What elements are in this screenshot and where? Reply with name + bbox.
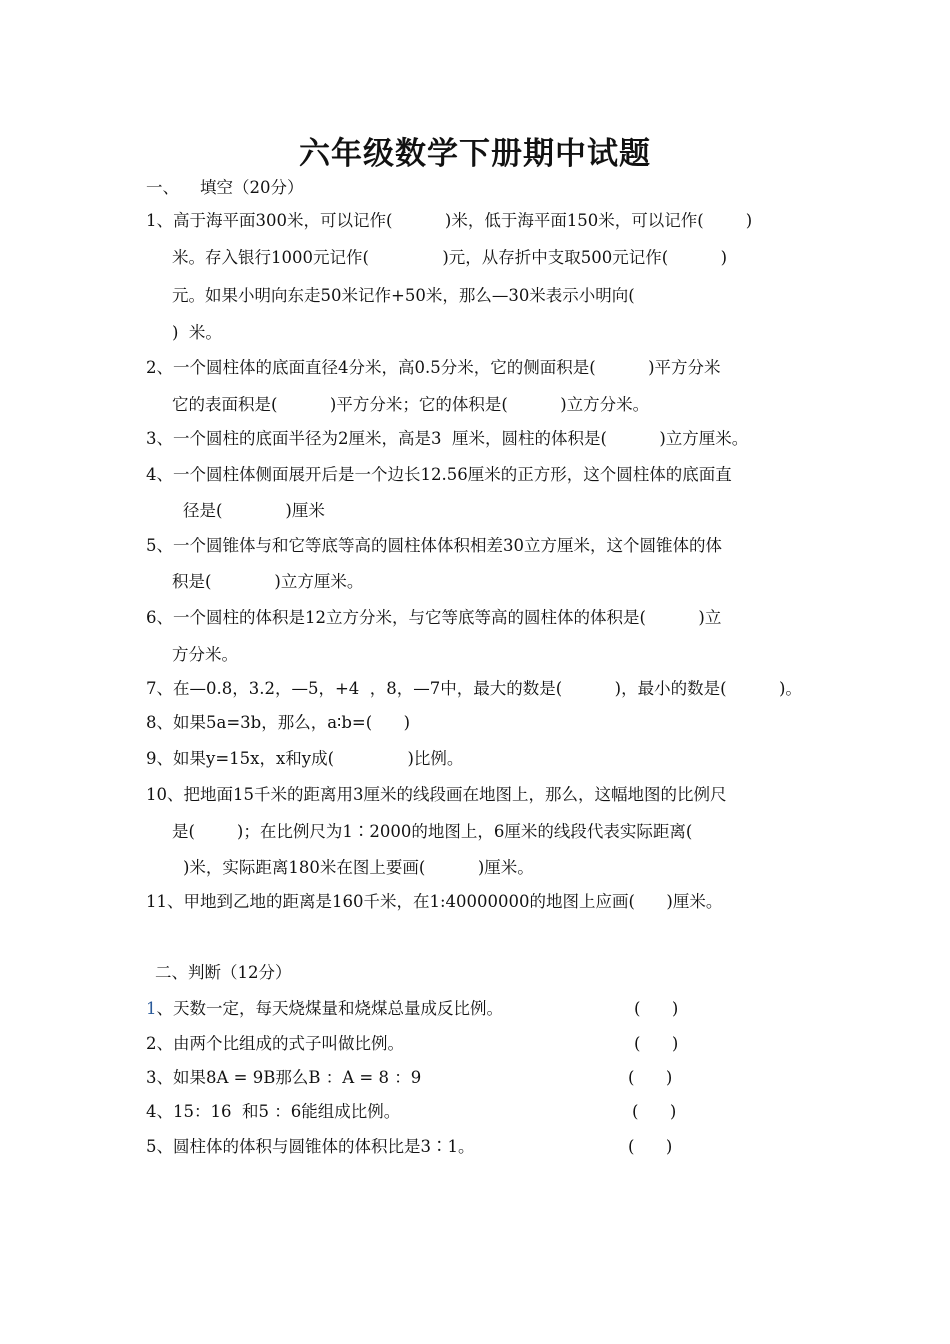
question-line: 方分米。: [172, 645, 238, 664]
question-line: 9、如果y=15x，x和y成( )比例。: [146, 749, 464, 768]
question-line: 2、一个圆柱体的底面直径4分米，高0.5分米，它的侧面积是( )平方分米: [146, 358, 721, 377]
question-line: 它的表面积是( )平方分米；它的体积是( )立方分米。: [172, 395, 650, 414]
answer-bracket: ( ): [628, 1137, 673, 1156]
page-title: 六年级数学下册期中试题: [299, 136, 651, 172]
question-line: ) 米。: [172, 323, 222, 342]
judgement-item: 4、15：16 和5 ：6能组成比例。: [146, 1102, 401, 1121]
judgement-item: 3、如果8A = 9B那么B ：A = 8 ：9: [146, 1068, 422, 1087]
question-line: )米，实际距离180米在图上要画( )厘米。: [183, 858, 534, 877]
section-2-heading: 二、判断（12分）: [155, 963, 292, 982]
judgement-item: [146, 998, 503, 1020]
question-line: 11、甲地到乙地的距离是160千米，在1:40000000的地图上应画( )厘米。: [146, 892, 723, 911]
question-line: 10、把地面15千米的距离用3厘米的线段画在地图上，那么，这幅地图的比例尺: [146, 785, 727, 804]
judgement-item: 5、圆柱体的体积与圆锥体的体积比是3∶1。: [146, 1137, 475, 1156]
question-line: 是( )；在比例尺为1∶2000的地图上，6厘米的线段代表实际距离(: [172, 822, 693, 841]
question-line: 8、如果5a=3b，那么，a∶b=( ): [146, 713, 411, 732]
question-line: 径是( )厘米: [183, 501, 325, 520]
answer-bracket: ( ): [632, 1102, 677, 1121]
answer-bracket: ( ): [634, 1034, 679, 1053]
answer-bracket: ( ): [634, 999, 679, 1018]
item-text: 、天数一定，每天烧煤量和烧煤总量成反比例。: [156, 999, 503, 1018]
section-1-heading: 一、 填空（20分）: [146, 178, 304, 197]
judgement-item: 2、由两个比组成的式子叫做比例。: [146, 1034, 404, 1053]
item-number: 1: [146, 999, 157, 1018]
question-line: 积是( )立方厘米。: [172, 572, 364, 591]
question-line: 6、一个圆柱的体积是12立方分米，与它等底等高的圆柱体的体积是( )立: [146, 608, 722, 627]
question-line: 元。如果小明向东走50米记作+50米，那么—30米表示小明向(: [172, 286, 635, 305]
question-line: 5、一个圆锥体与和它等底等高的圆柱体体积相差30立方厘米，这个圆锥体的体: [146, 536, 722, 555]
question-line: 米。存入银行1000元记作( )元，从存折中支取500元记作( ): [172, 248, 728, 267]
question-line: 7、在—0.8，3.2，—5，+4 ，8，—7中，最大的数是( )，最小的数是( )。: [146, 679, 802, 698]
answer-bracket: ( ): [628, 1068, 673, 1087]
question-line: 4、一个圆柱体侧面展开后是一个边长12.56厘米的正方形，这个圆柱体的底面直: [146, 465, 732, 484]
question-line: 3、一个圆柱的底面半径为2厘米，高是3 厘米，圆柱的体积是( )立方厘米。: [146, 429, 749, 448]
question-line: 1、高于海平面300米，可以记作( )米，低于海平面150米，可以记作( ): [146, 211, 753, 230]
